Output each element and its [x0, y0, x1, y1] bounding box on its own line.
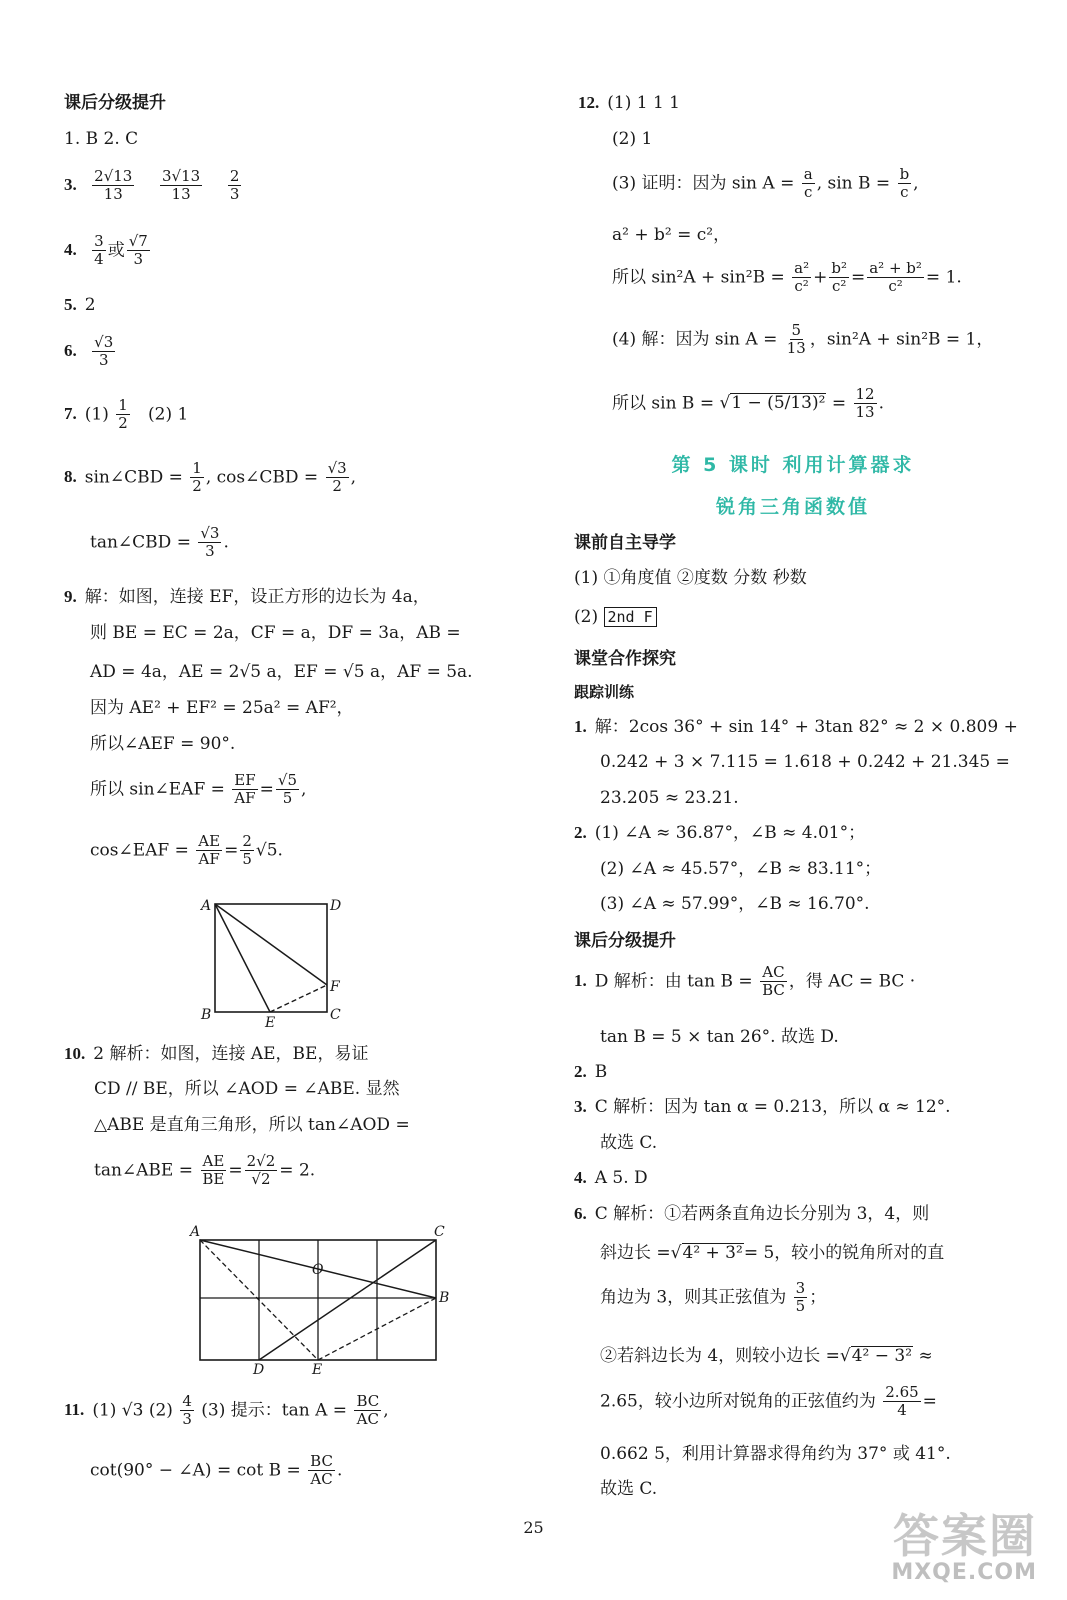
figure-grid-aod: [188, 1222, 458, 1377]
answer-12-line6: (4) 解：因为 sin A = $\frac{5}{13}$ ，sin²A + sin²B = 1，: [612, 321, 994, 358]
answer-11-line1: 11. (1) √3 (2) $\frac{4}{3}$ (3) 提示：tan A = $\frac{BC}{AC}$ ,: [64, 1392, 389, 1429]
answer-9-line4: 因为 AE² + EF² = 25a² = AF²，: [90, 698, 354, 718]
answer-10-line4: tan∠ABE = $\frac{AE}{BE}$ = $\frac{2√2}{√2}$ = 2.: [94, 1152, 316, 1189]
key-2ndf: 2nd F: [604, 607, 657, 627]
answer-12-line1: 12. (1) 1 1 1: [578, 93, 680, 113]
fig1-label-f: F: [330, 979, 340, 995]
track-1-line2: 0.242 + 3 × 7.115 = 1.618 + 0.242 + 21.345 =: [600, 752, 1010, 772]
after-6-line4: ②若斜边长为 4，则较小边长 =√4² − 3² ≈: [600, 1346, 933, 1366]
section-title-line2: 锐角三角函数值: [715, 496, 870, 518]
after-6-line1: 6. C 解析：①若两条直角边长分别为 3，4，则: [574, 1204, 930, 1224]
after-6-line3: 角边为 3，则其正弦值为 $\frac{3}{5}$ ；: [600, 1279, 827, 1316]
heading-class-explore: 课堂合作探究: [574, 649, 676, 669]
answer-5: 5. 2: [64, 295, 96, 315]
answer-1-2: 1. B 2. C: [64, 129, 139, 149]
answer-10-line2: CD // BE，所以 ∠AOD = ∠ABE. 显然: [94, 1079, 400, 1099]
answer-9-line7: cos∠EAF = $\frac{AE}{AF}$ = $\frac{2}{5}$ √5.: [90, 832, 283, 869]
answer-12-line4: a² + b² = c²，: [612, 225, 731, 245]
after-6-line7: 故选 C.: [600, 1479, 658, 1499]
fig2-label-b: B: [439, 1290, 450, 1306]
answer-9-line5: 所以∠AEF = 90°.: [90, 734, 236, 754]
after-2: 2. B: [574, 1062, 608, 1082]
fig1-label-a: A: [201, 898, 212, 914]
after-3-line2: 故选 C.: [600, 1133, 658, 1153]
after-1-line2: tan B = 5 × tan 26°. 故选 D.: [600, 1027, 839, 1047]
section-title-line1: 第 5 课时 利用计算器求: [671, 454, 915, 476]
after-6-line6: 0.662 5，利用计算器求得角约为 37° 或 41°.: [600, 1444, 951, 1464]
answer-12-line5: 所以 sin²A + sin²B = $\frac{\text{a²}}{\text{c²}}$ + $\frac{\text{b²}}{\text{c²}}$ = $\frac{\text{a² + b²}}{\text{c²}}$ = 1.: [612, 259, 962, 296]
heading-tracking: 跟踪训练: [574, 683, 635, 701]
fig2-label-d: D: [253, 1362, 265, 1377]
answer-9-line3: AD = 4a，AE = 2√5 a，EF = √5 a，AF = 5a.: [90, 662, 473, 682]
answer-6: 6. $\frac{√3}{3}$: [64, 333, 114, 370]
answer-7: 7. (1) $\frac{1}{2}$ (2) 1: [64, 396, 189, 433]
answer-10-line1: 10. 2 解析：如图，连接 AE，BE，易证: [64, 1044, 369, 1064]
page-number: 25: [523, 1518, 544, 1537]
fig1-label-e: E: [265, 1015, 276, 1028]
fig1-label-c: C: [330, 1007, 341, 1023]
after-6-line2: 斜边长 =√4² + 3²= 5，较小的锐角所对的直: [600, 1243, 945, 1263]
fig2-label-e: E: [312, 1362, 323, 1377]
track-2-line2: (2) ∠A ≈ 45.57°，∠B ≈ 83.11°；: [600, 859, 882, 879]
fig1-label-b: B: [201, 1007, 212, 1023]
answer-9-line6: 所以 sin∠EAF = $\frac{EF}{AF}$ = $\frac{√5}{5}$ ,: [90, 771, 307, 808]
pre-line1: (1) ①角度值 ②度数 分数 秒数: [574, 568, 807, 588]
watermark-logo: 答案圈 MXQE.COM: [891, 1509, 1037, 1585]
answer-8-line2: tan∠CBD = $\frac{√3}{3}$ .: [90, 524, 229, 561]
heading-after-class: 课后分级提升: [64, 93, 166, 113]
after-1-line1: 1. D 解析：由 tan B = $\frac{AC}{BC}$ ，得 AC = BC ·: [574, 963, 916, 1000]
pre-line2: (2) 2nd F: [574, 606, 657, 628]
fig1-label-d: D: [330, 898, 342, 914]
fig2-label-c: C: [434, 1224, 445, 1240]
track-1-line3: 23.205 ≈ 23.21.: [600, 788, 739, 808]
fig2-label-a: A: [190, 1224, 201, 1240]
answer-9-line1: 9. 解：如图，连接 EF，设正方形的边长为 4a，: [64, 587, 430, 607]
heading-pre-class: 课前自主导学: [574, 533, 676, 553]
answer-12-line7: 所以 sin B = √1 − (5/13)² = $\frac{12}{13}$ .: [612, 385, 884, 422]
heading-after-class-right: 课后分级提升: [574, 931, 676, 951]
track-2-line3: (3) ∠A ≈ 57.99°，∠B ≈ 16.70°.: [600, 894, 870, 914]
answer-10-line3: △ABE 是直角三角形，所以 tan∠AOD =: [94, 1115, 410, 1135]
answer-3: 3. $\frac{2√13}{13}$ $\frac{3√13}{13}$ $\frac{2}{3}$: [64, 167, 240, 204]
answer-9-line2: 则 BE = EC = 2a，CF = a，DF = 3a，AB =: [90, 623, 461, 643]
answer-4: 4. $\frac{3}{4}$ 或 $\frac{√7}{3}$: [64, 232, 148, 269]
answer-12-line3: (3) 证明：因为 sin A = $\frac{a}{c}$ , sin B = $\frac{b}{c}$ ,: [612, 165, 919, 202]
fig2-label-o: O: [312, 1262, 324, 1278]
after-6-line5: 2.65，较小边所对锐角的正弦值约为 $\frac{2.65}{4}$ =: [600, 1383, 937, 1420]
answer-12-line2: (2) 1: [612, 129, 653, 149]
figure-square-aef: [198, 892, 348, 1028]
track-1-line1: 1. 解：2cos 36° + sin 14° + 3tan 82° ≈ 2 × 0.809 +: [574, 717, 1018, 737]
after-4-5: 4. A 5. D: [574, 1168, 648, 1188]
answer-11-line2: cot(90° − ∠A) = cot B = $\frac{BC}{AC}$ .: [90, 1452, 343, 1489]
after-3-line1: 3. C 解析：因为 tan α = 0.213，所以 α ≈ 12°.: [574, 1097, 951, 1117]
track-2-line1: 2. (1) ∠A ≈ 36.87°，∠B ≈ 4.01°；: [574, 823, 866, 843]
answer-8-line1: 8. sin∠CBD = $\frac{1}{2}$ , cos∠CBD = $\frac{√3}{2}$ ,: [64, 459, 357, 496]
